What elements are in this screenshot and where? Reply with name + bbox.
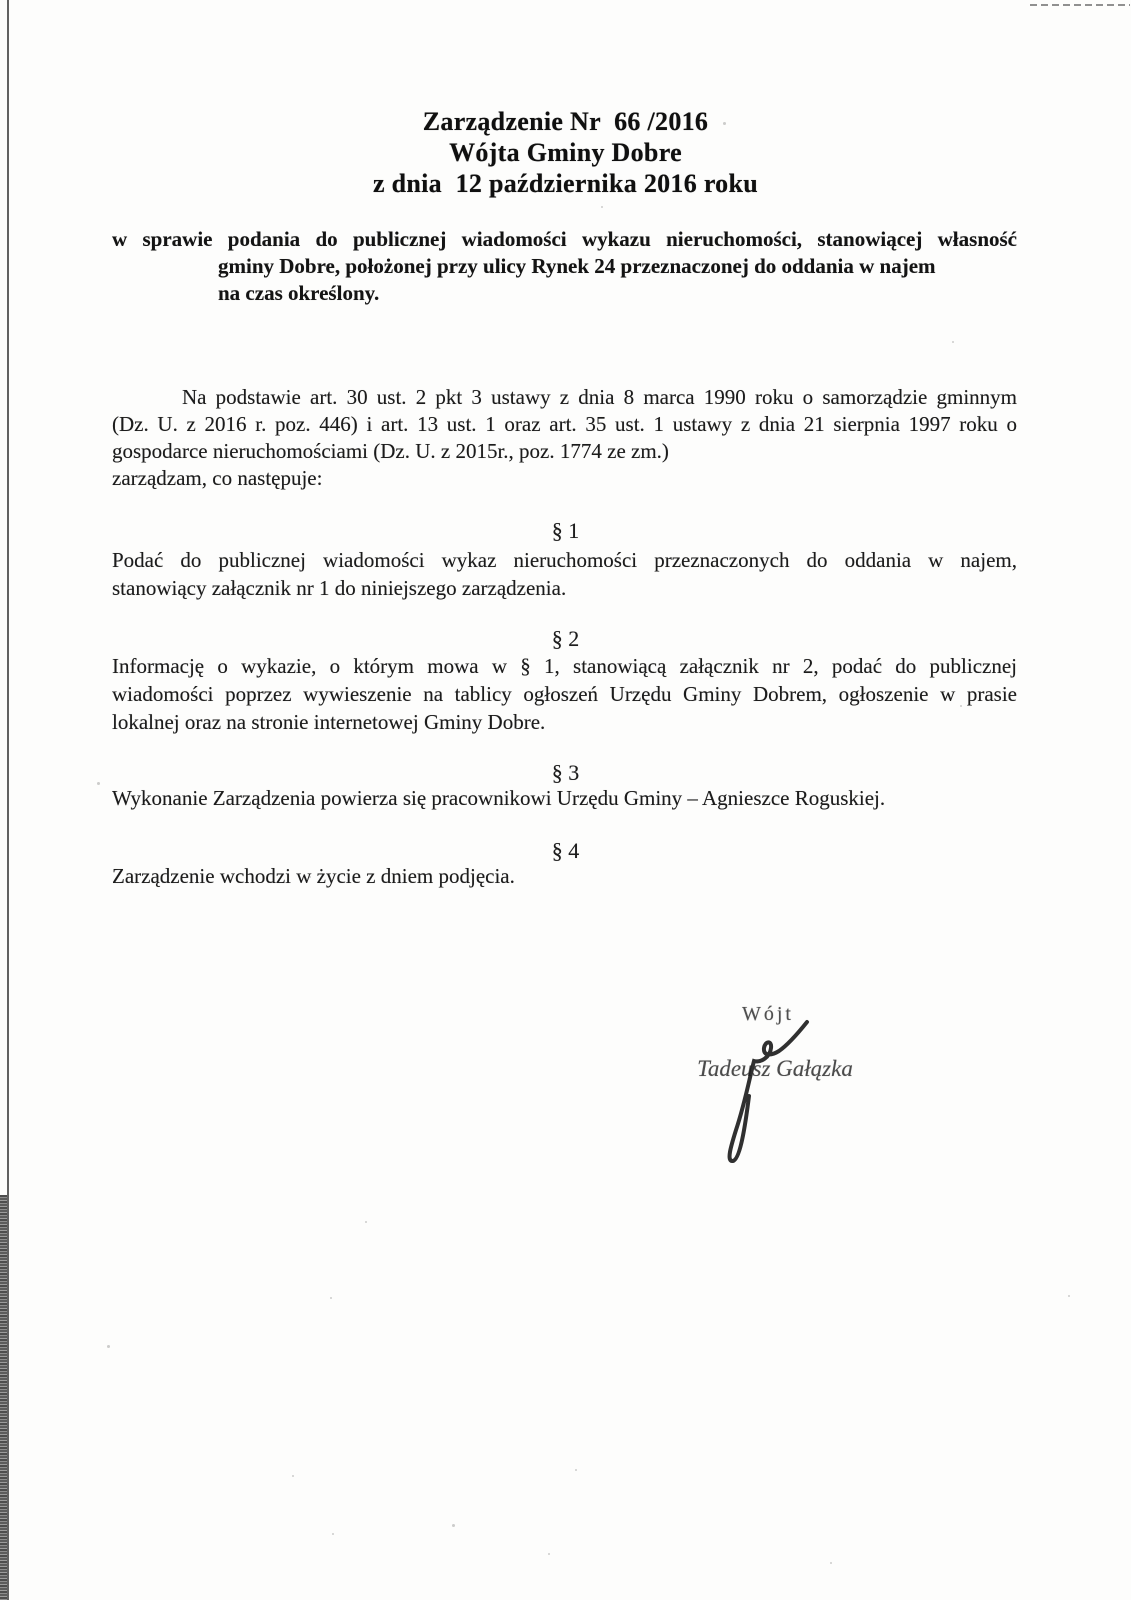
section-2-line: lokalnej oraz na stronie internetowej Gminy Dobre. [112,710,546,734]
section-2-number: § 2 [551,626,580,651]
scan-speckle [292,1475,294,1477]
title-line-authority: Wójta Gminy Dobre [449,138,682,167]
title-line-date: z dnia 12 października 2016 roku [372,169,759,198]
scan-dashed-artifact [1030,4,1130,6]
section-3-number: § 3 [551,760,580,785]
scan-speckle [575,1469,577,1471]
scan-speckle [452,1524,455,1527]
section-1-text [112,546,1017,602]
section-3-text [112,784,1017,812]
scan-edge-band [0,1195,7,1600]
signature-role: Wójt [742,1003,794,1025]
scan-speckle [330,1297,332,1299]
subject-paragraph [112,226,1017,307]
scan-speckle [952,341,954,343]
scan-speckle [365,1221,367,1223]
section-2-line: wiadomości poprzez wywieszenie na tablicy ogłoszeń Urzędu Gminy Dobrem, ogłoszenie w prasie [112,682,1017,706]
scan-speckle [107,1345,110,1348]
section-3-line: Wykonanie Zarządzenia powierza się pracownikowi Urzędu Gminy – Agnieszce Roguskiej. [112,786,886,810]
signature-name: Tadeusz Gałązka [697,1056,853,1081]
section-1-line: stanowiący załącznik nr 1 do niniejszego zarządzenia. [112,576,567,600]
section-4-line: Zarządzenie wchodzi w życie z dniem podjęcia. [112,864,515,888]
ordain-line: zarządzam, co następuje: [112,466,323,490]
scan-speckle [548,1553,550,1555]
section-4-text [112,862,1017,890]
document-title [0,106,1131,199]
preamble-line: gospodarce nieruchomościami (Dz. U. z 2015r., poz. 1774 ze zm.) [112,439,669,463]
section-2-line: Informację o wykazie, o którym mowa w § 1, stanowiącą załącznik nr 2, podać do publicznej [112,654,1017,678]
scan-speckle [830,1562,832,1564]
scan-speckle [332,1533,334,1535]
section-1-number: § 1 [551,518,580,543]
scan-speckle [601,206,603,208]
scan-edge-line [7,0,9,1600]
section-2-text [112,652,1017,736]
preamble-line: Na podstawie art. 30 ust. 2 pkt 3 ustawy z dnia 8 marca 1990 roku o samorządzie gminnym [182,385,1017,409]
subject-line: na czas określony. [218,281,380,305]
title-line-number: Zarządzenie Nr 66 /2016 [422,107,709,136]
subject-line: gminy Dobre, położonej przy ulicy Rynek 24 przeznaczonej do oddania w najem [218,254,936,278]
legal-basis-paragraph [112,384,1017,492]
subject-line: w sprawie podania do publicznej wiadomości wykazu nieruchomości, stanowiącej własność [112,227,1017,251]
section-4-number: § 4 [551,838,580,863]
scan-speckle [1068,1295,1070,1297]
preamble-line: (Dz. U. z 2016 r. poz. 446) i art. 13 ust. 1 oraz art. 35 ust. 1 ustawy z dnia 21 sierpnia 1997 roku o [112,412,1017,436]
handwritten-signature-scribble [695,1008,835,1168]
section-1-line: Podać do publicznej wiadomości wykaz nieruchomości przeznaczonych do oddania w najem, [112,548,1017,572]
